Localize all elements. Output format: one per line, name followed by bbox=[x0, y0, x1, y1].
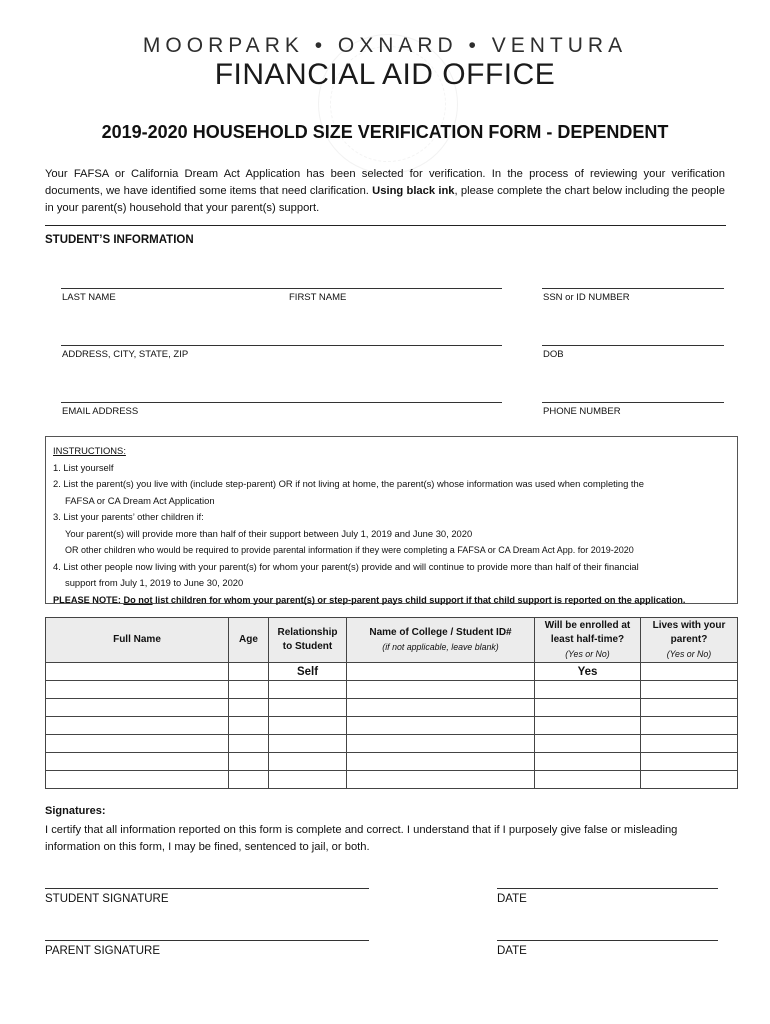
table-cell[interactable] bbox=[46, 735, 229, 753]
certification-text: I certify that all information reported on this form is complete and correct. I understand that if I purposely give false or misleading information on this form, I may be fined, sentenced to jail, or both. bbox=[45, 824, 678, 853]
table-cell[interactable]: Self bbox=[269, 663, 347, 681]
col-college bbox=[347, 618, 535, 663]
table-cell[interactable] bbox=[269, 717, 347, 735]
col-lives-label: Lives with your parent? bbox=[652, 620, 726, 645]
instructions-heading: INSTRUCTIONS: bbox=[53, 445, 126, 456]
table-cell[interactable] bbox=[229, 735, 269, 753]
please-note bbox=[53, 592, 737, 609]
table-row bbox=[46, 717, 738, 735]
table-cell[interactable] bbox=[269, 681, 347, 699]
intro-text-2: , please complete the chart below including the people in your parent(s) household that your parent(s) support. bbox=[45, 185, 725, 214]
instructions-box bbox=[45, 436, 738, 604]
table-row bbox=[46, 771, 738, 789]
table-cell[interactable] bbox=[641, 699, 738, 717]
table-cell[interactable] bbox=[641, 717, 738, 735]
dob-line[interactable] bbox=[542, 345, 724, 346]
table-cell[interactable] bbox=[269, 771, 347, 789]
table-cell[interactable] bbox=[46, 663, 229, 681]
col-age: Age bbox=[229, 618, 269, 663]
table-cell[interactable] bbox=[46, 753, 229, 771]
col-lives-sub: (Yes or No) bbox=[666, 649, 712, 659]
dob-label: DOB bbox=[543, 349, 564, 360]
table-cell[interactable] bbox=[641, 753, 738, 771]
table-cell[interactable]: Yes bbox=[535, 663, 641, 681]
col-lives bbox=[641, 618, 738, 663]
intro-text-1: Your FAFSA or California Dream Act Application has been selected for verification. In the process of reviewing your verification documents, we have identified some items that need clarification. bbox=[45, 168, 725, 197]
student-signature-line[interactable] bbox=[45, 888, 369, 889]
table-cell[interactable] bbox=[46, 717, 229, 735]
table-cell[interactable] bbox=[347, 663, 535, 681]
parent-signature-label: PARENT SIGNATURE bbox=[45, 945, 161, 957]
instruction-line: OR other children who would be required to provide parental information if they were completing a FAFSA or CA Dream Act App. for 2019-2020 bbox=[65, 545, 634, 555]
signatures-heading: Signatures: bbox=[45, 805, 106, 817]
ssn-line[interactable] bbox=[542, 288, 724, 289]
col-relationship: Relationship to Student bbox=[269, 618, 347, 663]
ssn-label: SSN or ID NUMBER bbox=[543, 292, 630, 303]
note-underlined: Do not bbox=[123, 594, 153, 605]
col-full-name: Full Name bbox=[46, 618, 229, 663]
table-cell[interactable] bbox=[347, 735, 535, 753]
table-cell[interactable] bbox=[535, 735, 641, 753]
table-cell[interactable] bbox=[229, 717, 269, 735]
email-line[interactable] bbox=[61, 402, 502, 403]
table-row bbox=[46, 663, 738, 681]
intro-bold-text: Using black ink bbox=[372, 185, 455, 197]
table-cell[interactable] bbox=[229, 663, 269, 681]
table-cell[interactable] bbox=[46, 681, 229, 699]
household-table bbox=[45, 617, 738, 789]
instruction-line: support from July 1, 2019 to June 30, 2020 bbox=[65, 577, 244, 588]
email-label: EMAIL ADDRESS bbox=[62, 406, 139, 417]
table-header-row bbox=[46, 618, 738, 663]
phone-label: PHONE NUMBER bbox=[543, 406, 621, 417]
name-line[interactable] bbox=[61, 288, 502, 289]
col-college-sub: (if not applicable, leave blank) bbox=[382, 642, 499, 652]
table-cell[interactable] bbox=[229, 753, 269, 771]
note-rest: list children for whom your parent(s) or step-parent pays child support if that child support is reported on the application. bbox=[152, 594, 686, 605]
table-row bbox=[46, 681, 738, 699]
col-enrolled-sub: (Yes or No) bbox=[565, 649, 610, 659]
table-row bbox=[46, 699, 738, 717]
table-cell[interactable] bbox=[229, 681, 269, 699]
address-label: ADDRESS, CITY, STATE, ZIP bbox=[62, 349, 189, 360]
table-cell[interactable] bbox=[535, 753, 641, 771]
table-cell[interactable] bbox=[229, 699, 269, 717]
table-cell[interactable] bbox=[641, 681, 738, 699]
instruction-line: 3. List your parents’ other children if: bbox=[53, 511, 204, 522]
table-cell[interactable] bbox=[535, 771, 641, 789]
parent-date-label: DATE bbox=[497, 945, 527, 957]
intro-paragraph bbox=[45, 166, 725, 217]
table-cell[interactable] bbox=[535, 717, 641, 735]
table-cell[interactable] bbox=[347, 681, 535, 699]
campus-names: MOORPARK • OXNARD • VENTURA bbox=[142, 34, 628, 57]
col-college-label: Name of College / Student ID# bbox=[369, 627, 512, 638]
table-cell[interactable] bbox=[347, 753, 535, 771]
table-cell[interactable] bbox=[535, 681, 641, 699]
first-name-label: FIRST NAME bbox=[289, 292, 347, 303]
col-enrolled bbox=[535, 618, 641, 663]
table-cell[interactable] bbox=[641, 771, 738, 789]
table-row bbox=[46, 735, 738, 753]
instruction-line: 4. List other people now living with your parent(s) for whom your parent(s) provide and will continue to provide more than half of their financial bbox=[53, 560, 639, 572]
student-date-line[interactable] bbox=[497, 888, 718, 889]
table-cell[interactable] bbox=[535, 699, 641, 717]
table-cell[interactable] bbox=[229, 771, 269, 789]
office-name: FINANCIAL AID OFFICE bbox=[214, 58, 556, 91]
instruction-line: Your parent(s) will provide more than half of their support between July 1, 2019 and June 30, 2020 bbox=[65, 527, 473, 539]
table-cell[interactable] bbox=[46, 771, 229, 789]
student-signature-label: STUDENT SIGNATURE bbox=[45, 893, 169, 905]
instruction-line: 1. List yourself bbox=[53, 461, 114, 473]
parent-signature-line[interactable] bbox=[45, 940, 369, 941]
table-cell[interactable] bbox=[641, 735, 738, 753]
col-enrolled-label: Will be enrolled at least half-time? bbox=[544, 620, 631, 645]
instruction-line: FAFSA or CA Dream Act Application bbox=[65, 494, 215, 506]
parent-date-line[interactable] bbox=[497, 940, 718, 941]
table-cell[interactable] bbox=[269, 699, 347, 717]
table-cell[interactable] bbox=[347, 699, 535, 717]
table-row bbox=[46, 753, 738, 771]
table-cell[interactable] bbox=[269, 735, 347, 753]
table-cell[interactable] bbox=[347, 771, 535, 789]
table-cell[interactable] bbox=[269, 753, 347, 771]
section-divider bbox=[45, 225, 726, 226]
last-name-label: LAST NAME bbox=[62, 292, 116, 303]
table-cell[interactable] bbox=[46, 699, 229, 717]
note-prefix: PLEASE NOTE: bbox=[53, 594, 124, 605]
student-info-heading: STUDENT’S INFORMATION bbox=[45, 234, 194, 246]
form-title: 2019-2020 HOUSEHOLD SIZE VERIFICATION FORM - DEPENDENT bbox=[101, 122, 669, 142]
instruction-line: 2. List the parent(s) you live with (include step-parent) OR if not living at home, the parent(s) whose information was used when completing the bbox=[53, 478, 644, 489]
student-date-label: DATE bbox=[497, 893, 527, 905]
table-cell[interactable] bbox=[347, 717, 535, 735]
table-cell[interactable] bbox=[641, 663, 738, 681]
address-line[interactable] bbox=[61, 345, 502, 346]
phone-line[interactable] bbox=[542, 402, 724, 403]
